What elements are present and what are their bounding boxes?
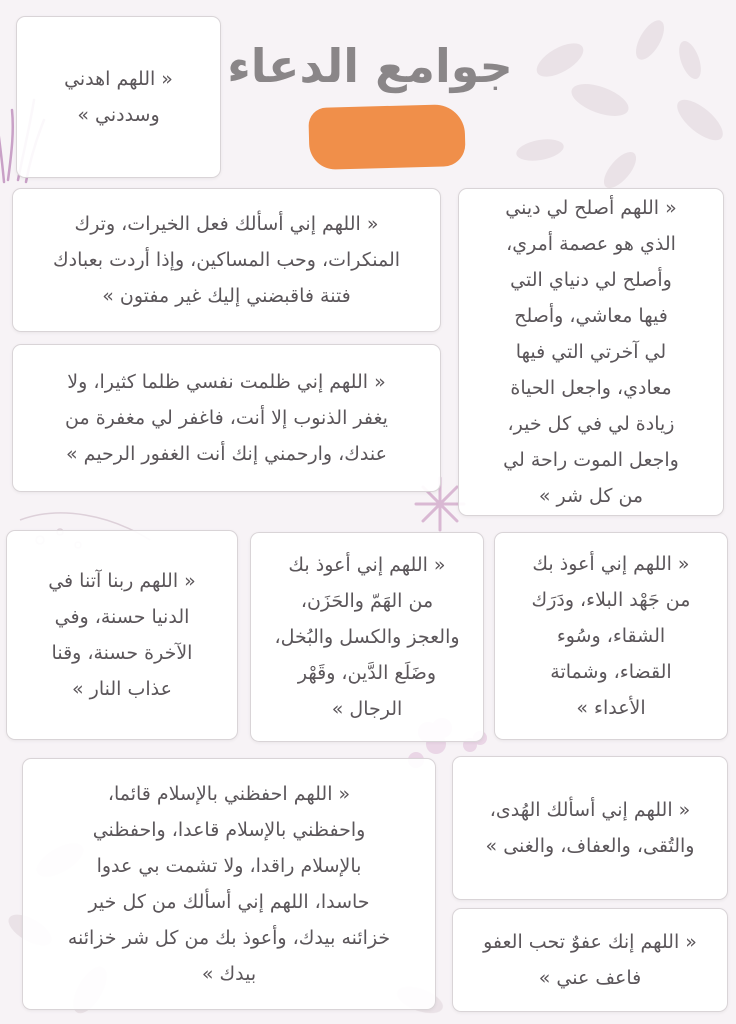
dua-line: « اللهم احفظني بالإسلام قائما، xyxy=(107,783,351,805)
redaction-mark xyxy=(308,104,466,170)
dua-line: « اللهم إني أسألك الهُدى، xyxy=(489,799,691,821)
dua-line: من جَهْد البلاء، ودَرَك xyxy=(531,589,691,611)
dua-line: « اللهم إني أسألك فعل الخيرات، وترك xyxy=(74,213,379,235)
dua-line: يغفر الذنوب إلا أنت، فاغفر لي مغفرة من xyxy=(65,407,388,429)
dua-card-wronged-myself xyxy=(12,344,441,492)
dua-line: واحفظني بالإسلام قاعدا، واحفظني xyxy=(92,819,366,841)
dua-line: الأعداء » xyxy=(576,697,646,719)
dua-line: الدنيا حسنة، وفي xyxy=(54,606,190,628)
dua-card-trial xyxy=(494,532,728,740)
dua-line: الرجال » xyxy=(331,698,403,720)
dua-line: معادي، واجعل الحياة xyxy=(510,377,672,399)
dua-line: بيدك » xyxy=(201,963,257,985)
dua-line: « اللهم إنك عفوٌ تحب العفو xyxy=(483,931,697,953)
dua-card-islam xyxy=(22,758,436,1010)
dua-card-good-deeds xyxy=(12,188,441,332)
dua-line: فتنة فاقبضني إليك غير مفتون » xyxy=(102,285,351,307)
dua-card-guidance xyxy=(452,756,728,900)
dua-line: من الهَمّ والحَزَن، xyxy=(300,590,434,612)
dua-line: فيها معاشي، وأصلح xyxy=(514,305,668,327)
dua-line: بالإسلام راقدا، ولا تشمت بي عدوا xyxy=(96,855,362,877)
dua-line: المنكرات، وحب المساكين، وإذا أردت بعبادك xyxy=(52,249,401,271)
dua-line: فاعف عني » xyxy=(538,967,642,989)
dua-line: « اللهم إني أعوذ بك xyxy=(532,553,690,575)
dua-line: الذي هو عصمة أمري، xyxy=(506,233,676,255)
dua-line: لي آخرتي التي فيها xyxy=(515,341,667,363)
dua-card-grief xyxy=(250,532,484,742)
dua-line: « اللهم أصلح لي ديني xyxy=(505,197,677,219)
dua-line: واجعل الموت راحة لي xyxy=(503,449,679,471)
dua-line: عندك، وارحمني إنك أنت الغفور الرحيم » xyxy=(66,443,387,465)
dua-line: « اللهم إني ظلمت نفسي ظلما كثيرا، ولا xyxy=(67,371,386,393)
dua-line: « اللهم إني أعوذ بك xyxy=(288,554,446,576)
dua-line: خزائنه بيدك، وأعوذ بك من كل شر خزائنه xyxy=(67,927,391,949)
dua-line: « اللهم ربنا آتنا في xyxy=(48,570,196,592)
dua-line: والتُقى، والعفاف، والغنى » xyxy=(485,835,695,857)
dua-line: حاسدا، اللهم إني أسألك من كل خير xyxy=(88,891,370,913)
dua-line: من كل شر » xyxy=(538,485,644,507)
dua-line: « اللهم اهدني xyxy=(64,68,173,90)
dua-card-guide-me xyxy=(16,16,221,178)
dua-line: الشقاء، وسُوء xyxy=(556,625,666,647)
dua-line: القضاء، وشماتة xyxy=(550,661,672,683)
dua-line: عذاب النار » xyxy=(72,678,172,700)
dua-line: الآخرة حسنة، وقنا xyxy=(51,642,193,664)
dua-line: والعجز والكسل والبُخل، xyxy=(274,626,460,648)
dua-line: وأصلح لي دنياي التي xyxy=(510,269,672,291)
dua-line: زيادة لي في كل خير، xyxy=(507,413,675,435)
dua-line: وسددني » xyxy=(77,104,160,126)
dua-card-fix-religion xyxy=(458,188,724,516)
dua-line: وضَلَع الدَّين، وقَهْر xyxy=(297,662,437,684)
dua-card-rabbana xyxy=(6,530,238,740)
dua-card-forgiveness xyxy=(452,908,728,1012)
page-title: جوامع الدعاء xyxy=(227,39,513,93)
